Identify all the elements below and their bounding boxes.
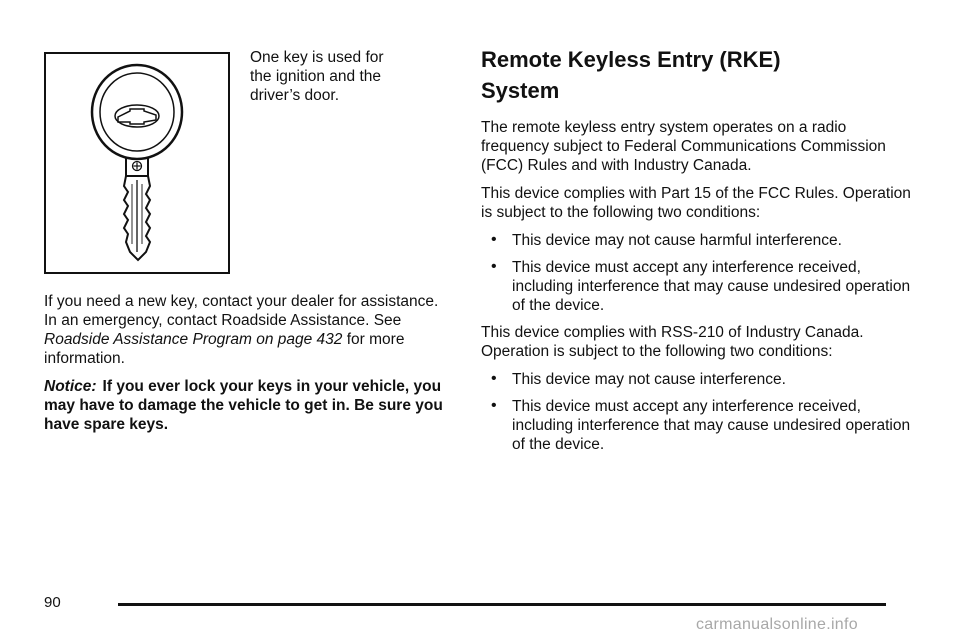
rss-paragraph: This device complies with RSS-210 of Industry Canada. Operation is subject to the following two conditions: — [481, 324, 864, 360]
notice-paragraph — [44, 377, 454, 434]
roadside-assistance-link[interactable]: Roadside Assistance Program on page 432 — [44, 331, 343, 348]
left-column-text — [44, 292, 454, 443]
key-caption — [250, 48, 450, 105]
bullet-icon: • — [491, 370, 497, 387]
section-heading — [481, 44, 911, 106]
car-key-icon — [46, 54, 228, 272]
footer-divider — [118, 603, 886, 606]
paragraph-text: for more information. — [44, 331, 405, 367]
caption-line: driver’s door. — [250, 87, 340, 104]
notice-body: If you ever lock your keys in your vehicle, you may have to damage the vehicle to get in. Be sure you have spare keys. — [44, 378, 443, 433]
list-item-text: This device may not cause interference. — [512, 371, 786, 388]
rke-section — [481, 44, 911, 462]
heading-line: Remote Keyless Entry (RKE) — [481, 47, 781, 72]
fcc-paragraph: This device complies with Part 15 of the FCC Rules. Operation is subject to the following two conditions: — [481, 185, 911, 221]
rke-paragraph: The remote keyless entry system operates on a radio frequency subject to Federal Communications Commission (FCC) Rules and with Industry Canada. — [481, 119, 886, 174]
page-number: 90 — [44, 594, 61, 611]
paragraph-text: If you need a new key, contact your dealer for assistance. In an emergency, contact Roadside Assistance. See — [44, 293, 439, 329]
notice-label: Notice: — [44, 378, 97, 395]
list-item — [481, 258, 911, 315]
bullet-icon: • — [491, 258, 497, 275]
watermark: carmanualsonline.info — [696, 616, 858, 633]
caption-line: the ignition and the — [250, 68, 381, 85]
caption-line: One key is used for — [250, 49, 384, 66]
key-illustration — [44, 52, 230, 274]
list-item — [481, 231, 911, 250]
list-item-text: This device must accept any interference received, including interference that may cause undesired operation of the device. — [512, 398, 911, 453]
list-item-text: This device must accept any interference received, including interference that may cause undesired operation of the device. — [512, 259, 911, 314]
list-item — [481, 397, 911, 454]
list-item-text: This device may not cause harmful interference. — [512, 232, 842, 249]
new-key-paragraph — [44, 292, 454, 368]
bullet-icon: • — [491, 397, 497, 414]
bullet-icon: • — [491, 231, 497, 248]
heading-line: System — [481, 78, 560, 103]
list-item — [481, 370, 911, 389]
